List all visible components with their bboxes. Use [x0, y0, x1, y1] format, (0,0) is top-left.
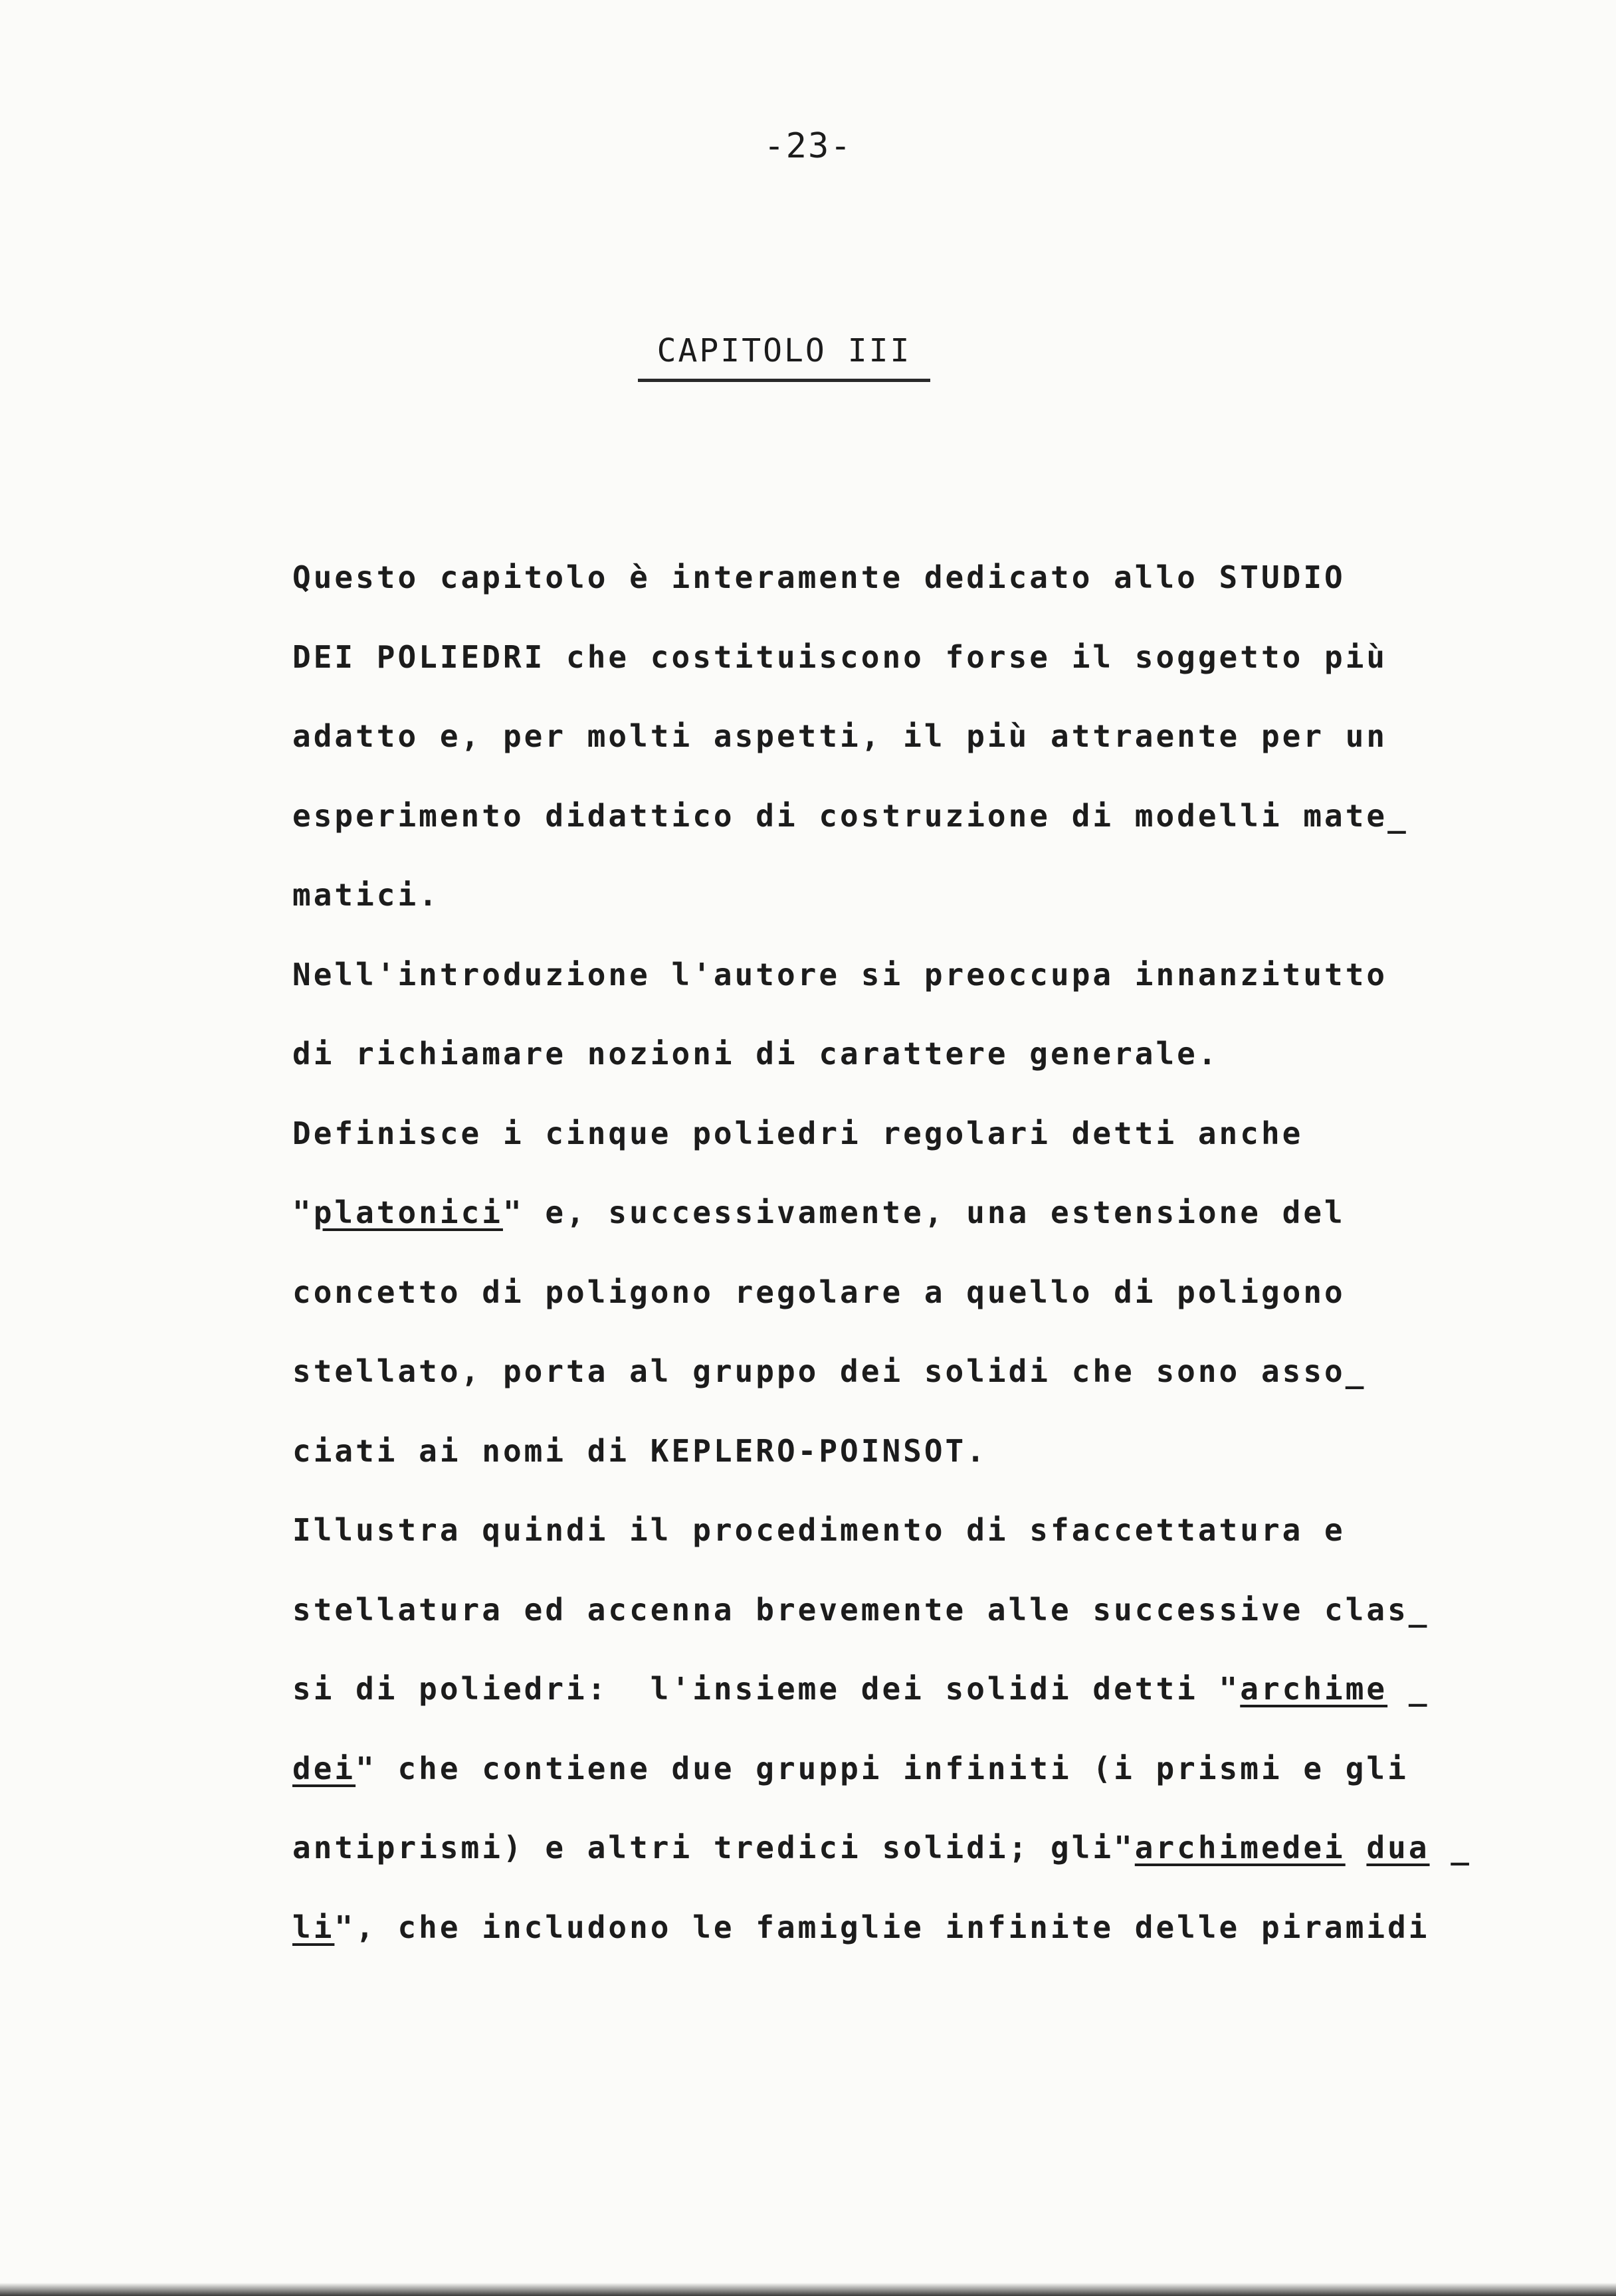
- text-segment: concetto di poligono regolare a quello di poligono: [292, 1274, 1346, 1310]
- text-segment: ", che includono le famiglie infinite delle piramidi: [334, 1909, 1430, 1945]
- chapter-title: CAPITOLO III: [656, 332, 912, 369]
- text-line: [292, 1332, 1435, 1412]
- text-segment: [1346, 1830, 1367, 1866]
- underlined-word: dei: [292, 1750, 356, 1786]
- text-line: [292, 538, 1435, 618]
- text-segment: Definisce i cinque poliedri regolari detti anche: [292, 1115, 1304, 1151]
- text-line: [292, 777, 1435, 856]
- text-segment: matici.: [292, 877, 440, 913]
- text-line: [292, 1650, 1435, 1729]
- text-line: [292, 1491, 1435, 1571]
- text-line: [292, 1808, 1472, 1888]
- text-segment: di richiamare nozioni di carattere generale.: [292, 1036, 1219, 1072]
- body-text: [292, 538, 1472, 1967]
- text-line: [292, 1888, 1435, 1968]
- text-line: [292, 856, 1435, 935]
- scan-bottom-edge: [0, 2283, 1616, 2296]
- text-segment: " e, successivamente, una estensione del: [502, 1195, 1346, 1230]
- text-line: [292, 1253, 1435, 1333]
- text-line: [292, 697, 1435, 777]
- text-line: [292, 1729, 1435, 1809]
- text-segment: Illustra quindi il procedimento di sfaccettatura e: [292, 1512, 1346, 1548]
- text-segment: _: [1387, 1671, 1430, 1707]
- text-line: [292, 1014, 1435, 1094]
- text-segment: ciati ai nomi di KEPLERO-POINSOT.: [292, 1432, 987, 1469]
- text-line: [292, 1412, 1435, 1491]
- underlined-word: dua: [1366, 1830, 1430, 1866]
- text-segment: Nell'introduzione l'autore si preoccupa innanzitutto: [292, 956, 1388, 993]
- text-line: [292, 1094, 1435, 1174]
- text-segment: adatto e, per molti aspetti, il più attraente per un: [292, 718, 1388, 754]
- text-segment: antiprismi) e altri tredici solidi; gli": [292, 1830, 1135, 1866]
- text-segment: esperimento didattico di costruzione di modelli mate_: [292, 797, 1409, 834]
- chapter-title-underline: [638, 379, 930, 382]
- underlined-word: li: [292, 1909, 335, 1945]
- text-segment: si di poliedri: l'insieme dei solidi detti ": [292, 1671, 1241, 1707]
- text-line: [292, 1173, 1435, 1253]
- text-segment: DEI POLIEDRI che costituiscono forse il soggetto più: [292, 638, 1388, 675]
- text-line: [292, 618, 1435, 698]
- text-segment: stellato, porta al gruppo dei solidi che sono asso_: [292, 1353, 1367, 1389]
- text-segment: Questo capitolo è interamente dedicato allo STUDIO: [292, 559, 1346, 595]
- text-line: [292, 935, 1435, 1015]
- page-number: -23-: [763, 126, 853, 166]
- text-segment: _: [1429, 1830, 1472, 1866]
- underlined-word: archimedei: [1134, 1830, 1346, 1866]
- text-segment: ": [292, 1195, 314, 1230]
- text-segment: stellatura ed accenna brevemente alle successive clas_: [292, 1591, 1430, 1628]
- underlined-word: archime: [1240, 1671, 1388, 1707]
- underlined-word: platonici: [313, 1195, 503, 1230]
- text-line: [292, 1571, 1435, 1650]
- text-segment: " che contiene due gruppi infiniti (i prismi e gli: [355, 1750, 1409, 1786]
